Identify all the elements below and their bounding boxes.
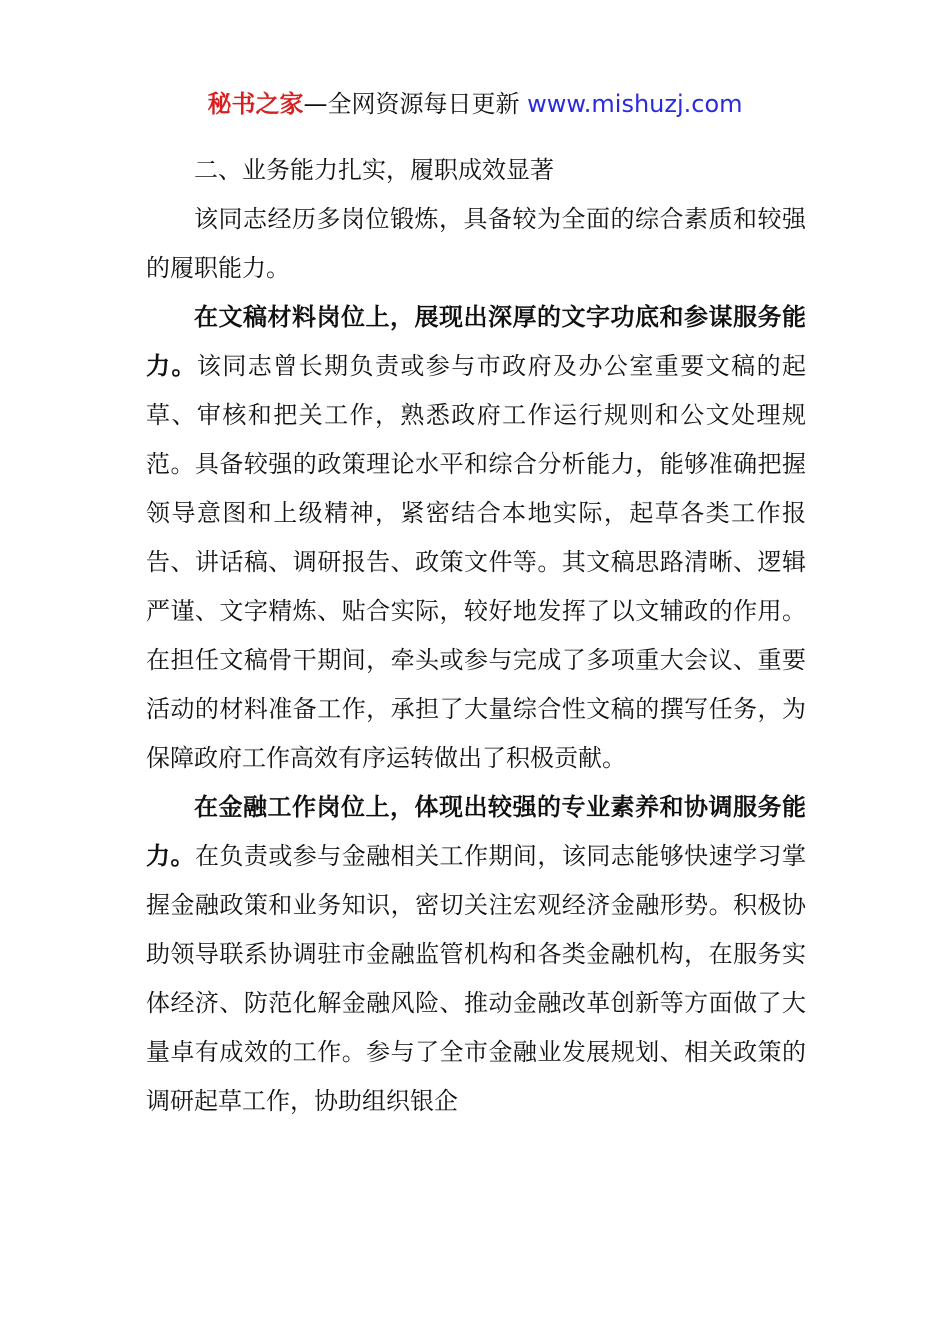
paragraph-lead: 在金融工作岗位上，体现出较强的专业素养和协调服务能力。 <box>146 793 806 870</box>
paragraph-text: 在负责或参与金融相关工作期间，该同志能够快速学习掌握金融政策和业务知识，密切关注宏观经济金融形势。积极协助领导联系协调驻市金融监管机构和各类金融机构，在服务实体经济、防范化解金融风险、推动金融改革创新等方面做了大量卓有成效的工作。参与了全市金融业发展规划、相关政策的调研起草工作，协助组织银企 <box>146 842 807 1115</box>
paragraph-writing-role <box>146 293 806 783</box>
site-brand: 秘书之家 <box>207 90 304 118</box>
paragraph-lead: 在文稿材料岗位上，展现出深厚的文字功底和参谋服务能力。 <box>146 303 806 380</box>
paragraph-finance-role <box>146 783 806 1126</box>
site-url-link[interactable]: www.mishuzj.com <box>527 90 743 118</box>
site-header <box>0 86 950 122</box>
paragraph-text: 该同志曾长期负责或参与市政府及办公室重要文稿的起草、审核和把关工作，熟悉政府工作运行规则和公文处理规范。具备较强的政策理论水平和综合分析能力，能够准确把握领导意图和上级精神，紧密结合本地实际，起草各类工作报告、讲话稿、调研报告、政策文件等。其文稿思路清晰、逻辑严谨、文字精炼、贴合实际，较好地发挥了以文辅政的作用。在担任文稿骨干期间，牵头或参与完成了多项重大会议、重要活动的材料准备工作，承担了大量综合性文稿的撰写任务，为保障政府工作高效有序运转做出了积极贡献。 <box>146 352 807 772</box>
section-heading: 二、业务能力扎实，履职成效显著 <box>194 156 554 184</box>
intro-paragraph: 该同志经历多岗位锻炼，具备较为全面的综合素质和较强的履职能力。 <box>146 205 806 282</box>
document-body <box>146 146 806 1126</box>
site-tagline: —全网资源每日更新 <box>303 90 528 118</box>
